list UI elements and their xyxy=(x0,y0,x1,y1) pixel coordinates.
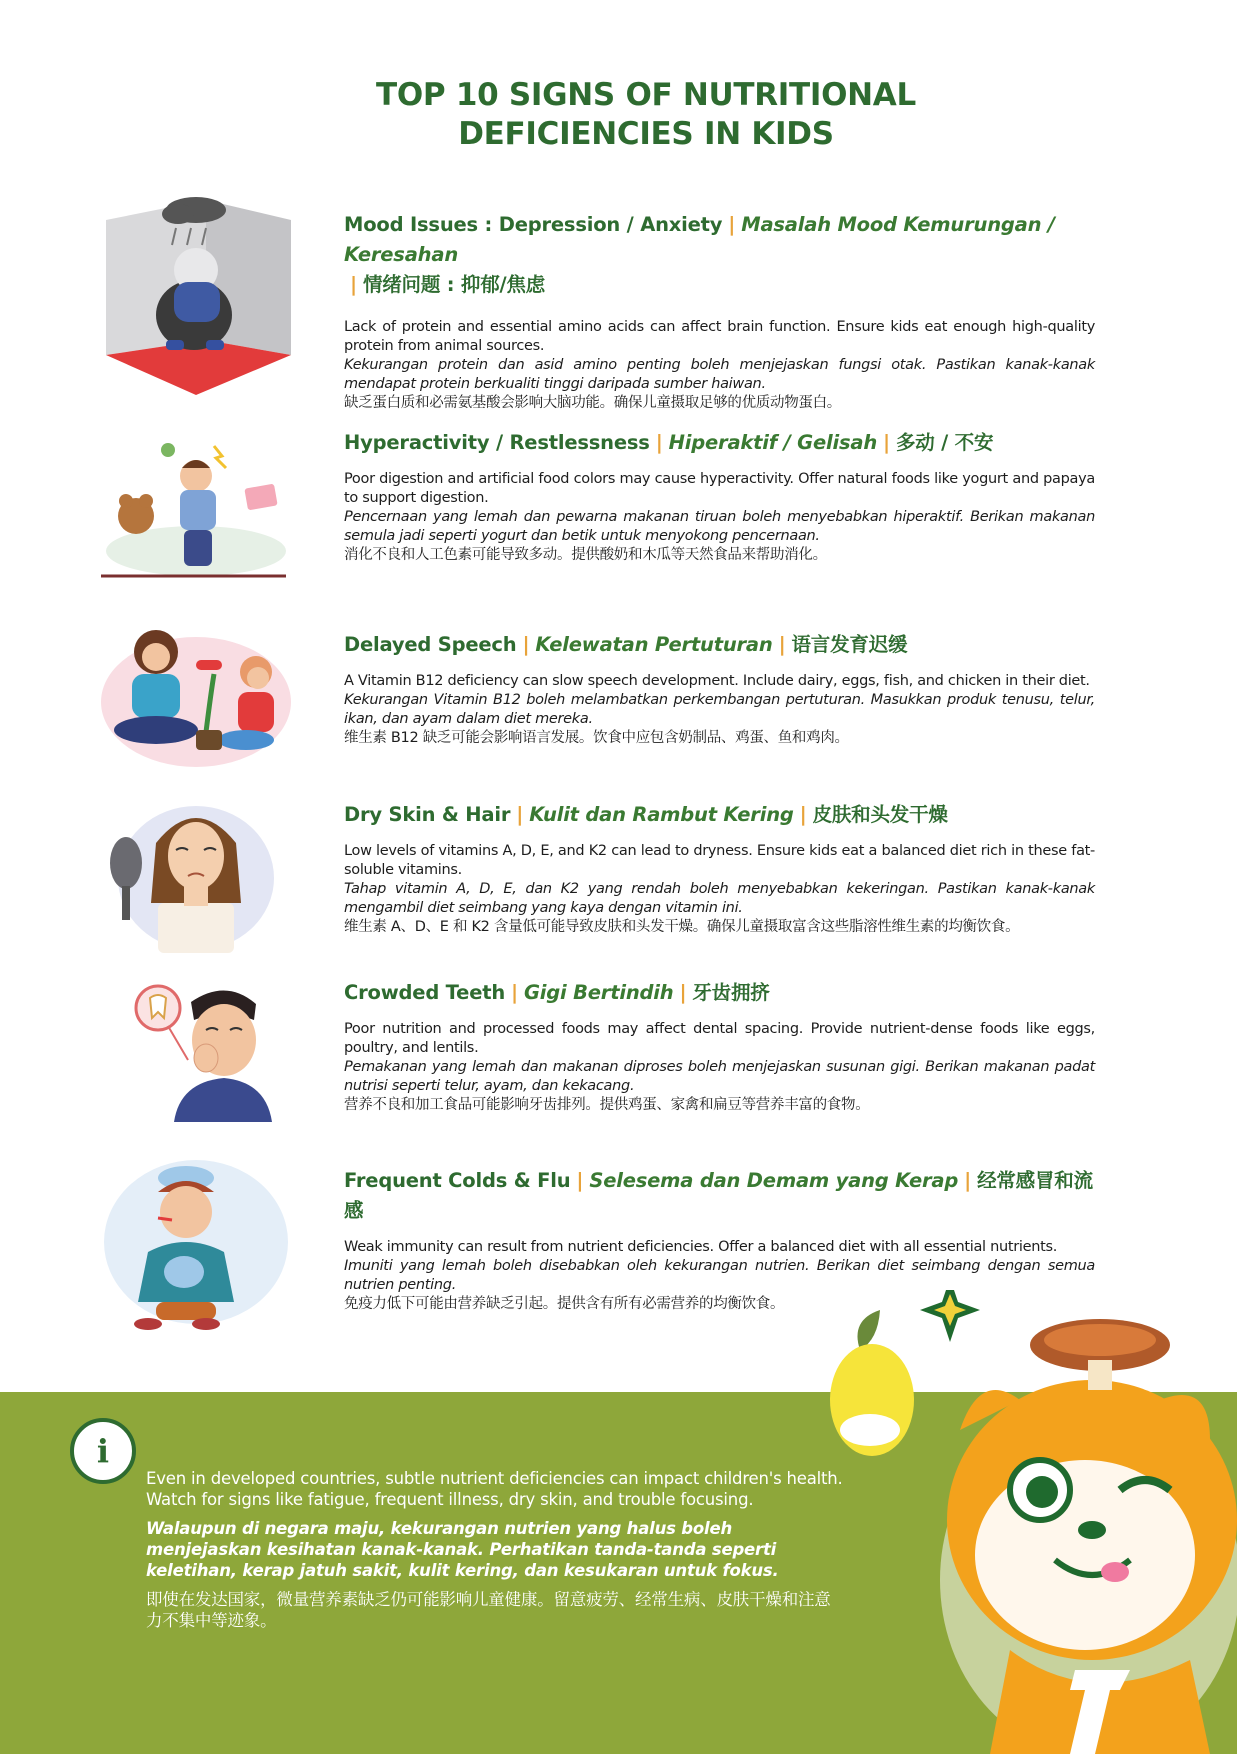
info-text-english: Even in developed countries, subtle nutrient deficiencies can impact children's health. Watch for signs like fatigue, frequent illness, dry skin, and trouble focusing. xyxy=(146,1469,843,1509)
heading-separator: | xyxy=(516,803,524,826)
heading-separator: | xyxy=(522,633,530,656)
body-chinese: 缺乏蛋白质和必需氨基酸会影响大脑功能。确保儿童摄取足够的优质动物蛋白。 xyxy=(344,395,841,411)
section-heading xyxy=(344,428,1095,458)
page-title-line-1: TOP 10 SIGNS OF NUTRITIONAL xyxy=(376,77,916,113)
body-english: Poor digestion and artificial food colors may cause hyperactivity. Offer natural foods like yogurt and papaya to support digestion. xyxy=(344,471,1095,506)
boy-toothache-icon xyxy=(96,982,296,1122)
body-malay: Pemakanan yang lemah dan makanan diproses boleh menjejaskan susunan gigi. Berikan makanan padat nutrisi seperti telur, ayam, dan kekacang. xyxy=(344,1059,1095,1094)
heading-chinese: 经常感冒和流感 xyxy=(344,1169,1093,1222)
body-malay: Tahap vitamin A, D, E, dan K2 yang rendah boleh menyebabkan kekeringan. Pastikan kanak-kanak mengambil diet seimbang yang kaya dengan vitamin ini. xyxy=(344,881,1095,916)
section-heading xyxy=(344,1166,1095,1226)
heading-english: Mood Issues : Depression / Anxiety xyxy=(344,213,723,236)
body-chinese: 消化不良和人工色素可能导致多动。提供酸奶和木瓜等天然食品来帮助消化。 xyxy=(344,547,827,563)
sick-child-icepack-icon xyxy=(96,1152,296,1332)
heading-malay: Hiperaktif / Gelisah xyxy=(668,431,878,454)
body-chinese: 营养不良和加工食品可能影响牙齿排列。提供鸡蛋、家禽和扁豆等营养丰富的食物。 xyxy=(344,1097,870,1113)
heading-chinese: 皮肤和头发干燥 xyxy=(812,803,948,826)
heading-separator: | xyxy=(511,981,518,1004)
heading-chinese: 牙齿拥挤 xyxy=(692,981,770,1004)
body-malay: Kekurangan Vitamin B12 boleh melambatkan perkembangan pertuturan. Masukkan produk tenusu, telur, ikan, dan ayam dalam diet mereka. xyxy=(344,692,1095,727)
heading-malay: Masalah Mood Kemurungan / Keresahan xyxy=(344,213,1055,266)
heading-english: Dry Skin & Hair xyxy=(344,803,511,826)
section-heading xyxy=(344,210,1095,300)
heading-separator: | xyxy=(655,431,663,454)
body-malay: Imuniti yang lemah boleh disebabkan oleh kekurangan nutrien. Berikan diet seimbang dengan semua nutrien penting. xyxy=(344,1258,1095,1293)
heading-malay: Selesema dan Demam yang Kerap xyxy=(589,1169,959,1192)
page-title-line-2: DEFICIENCIES IN KIDS xyxy=(458,116,834,152)
heading-separator: | xyxy=(576,1169,584,1192)
body-malay: Kekurangan protein dan asid amino penting boleh menjejaskan fungsi otak. Pastikan kanak-kanak mendapat protein berkualiti tinggi daripada sumber haiwan. xyxy=(344,357,1095,392)
body-english: A Vitamin B12 deficiency can slow speech development. Include dairy, eggs, fish, and chicken in their diet. xyxy=(344,673,1090,689)
info-text-chinese: 即使在发达国家，微量营养素缺乏仍可能影响儿童健康。留意疲劳、经常生病、皮肤干燥和注意力不集中等迹象。 xyxy=(146,1590,831,1630)
sad-child-rain-cloud-icon xyxy=(96,190,296,400)
heading-malay: Kulit dan Rambut Kering xyxy=(529,803,794,826)
heading-separator: | xyxy=(728,213,736,236)
body-malay: Pencernaan yang lemah dan pewarna makanan tiruan boleh menyebabkan hiperaktif. Berikan makanan semula jadi seperti yogurt dan betik untuk menyokong pencernaan. xyxy=(344,509,1095,544)
heading-malay: Kelewatan Pertuturan xyxy=(535,633,773,656)
body-english: Lack of protein and essential amino acids can affect brain function. Ensure kids eat enough high-quality protein from animal sources. xyxy=(344,319,1095,354)
body-chinese: 维生素 A、D、E 和 K2 含量低可能导致皮肤和头发干燥。确保儿童摄取富含这些脂溶性维生素的均衡饮食。 xyxy=(344,919,1020,935)
heading-chinese: 语言发育迟缓 xyxy=(791,633,908,656)
heading-separator: | xyxy=(799,803,807,826)
body-english: Poor nutrition and processed foods may affect dental spacing. Provide nutrient-dense foods like eggs, poultry, and lentils. xyxy=(344,1021,1095,1056)
info-text-malay: Walaupun di negara maju, kekurangan nutrien yang halus boleh menjejaskan kesihatan kanak-kanak. Perhatikan tanda-tanda seperti keletihan, kerap jatuh sakit, kulit kering, dan kesukaran untuk fokus. xyxy=(146,1519,779,1580)
info-text xyxy=(146,1468,846,1639)
heading-malay: Gigi Bertindih xyxy=(523,981,674,1004)
heading-separator: | xyxy=(964,1169,972,1192)
section-heading xyxy=(344,630,1095,660)
heading-english: Frequent Colds & Flu xyxy=(344,1169,571,1192)
body-chinese: 维生素 B12 缺乏可能会影响语言发展。饮食中应包含奶制品、鸡蛋、鱼和鸡肉。 xyxy=(344,730,849,746)
hyperactive-child-icon xyxy=(96,416,296,581)
heading-chinese: 情绪问题 : 抑郁/焦虑 xyxy=(362,273,546,296)
heading-separator: | xyxy=(350,273,357,296)
info-icon: i xyxy=(70,1418,136,1484)
body-english: Low levels of vitamins A, D, E, and K2 can lead to dryness. Ensure kids eat a balanced diet rich in these fat-soluble vitamins. xyxy=(344,843,1095,878)
heading-separator: | xyxy=(679,981,687,1004)
girl-with-mirror-icon xyxy=(96,798,296,953)
section-heading xyxy=(344,800,1095,830)
heading-english: Crowded Teeth xyxy=(344,981,506,1004)
heading-english: Delayed Speech xyxy=(344,633,517,656)
tiger-mascot-icon xyxy=(830,1290,1237,1754)
heading-chinese: 多动 / 不安 xyxy=(895,431,994,454)
section-heading xyxy=(344,978,1095,1008)
page-title xyxy=(0,76,1237,154)
heading-separator: | xyxy=(778,633,786,656)
mother-child-talking-icon xyxy=(96,612,296,772)
heading-separator: | xyxy=(883,431,890,454)
body-chinese: 免疫力低下可能由营养缺乏引起。提供含有所有必需营养的均衡饮食。 xyxy=(344,1296,785,1312)
heading-english: Hyperactivity / Restlessness xyxy=(344,431,650,454)
body-english: Weak immunity can result from nutrient deficiencies. Offer a balanced diet with all essential nutrients. xyxy=(344,1239,1058,1255)
